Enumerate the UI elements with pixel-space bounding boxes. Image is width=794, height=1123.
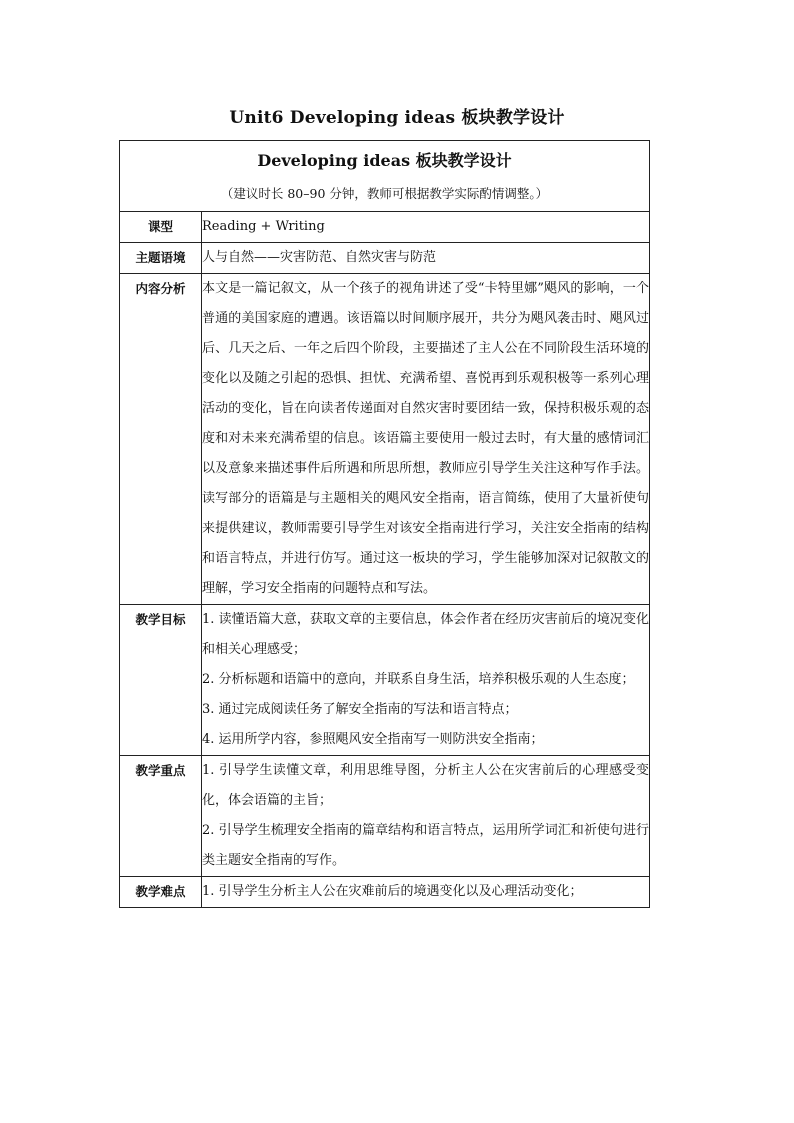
row-content-course-type xyxy=(202,212,650,243)
lesson-plan-table xyxy=(119,140,650,908)
course-type-text: Reading + Writing xyxy=(202,219,325,234)
row-label-key-points: 教学重点 xyxy=(120,756,202,877)
table-title: Developing ideas 板块教学设计 xyxy=(257,151,512,170)
theme-context-text: 人与自然——灾害防范、自然灾害与防范 xyxy=(202,250,437,265)
row-label-content-analysis: 内容分析 xyxy=(120,274,202,605)
teaching-goal-item: 2. 分析标题和语篇中的意向，并联系自身生活，培养积极乐观的人生态度； xyxy=(202,672,635,687)
document-title: Unit6 Developing ideas 板块教学设计 xyxy=(229,108,565,128)
row-content-theme-context xyxy=(202,243,650,274)
difficulty-item: 1. 引导学生分析主人公在灾难前后的境遇变化以及心理活动变化； xyxy=(202,884,583,899)
row-content-teaching-goals xyxy=(202,605,650,756)
content-analysis-text: 本文是一篇记叙文，从一个孩子的视角讲述了受“卡特里娜”飓风的影响，一个普通的美国家庭的遭遇。该语篇以时间顺序展开，共分为飓风袭击时、飓风过后、几天之后、一年之后四个阶段，主要描述了主人公在不同阶段生活环境的变化以及随之引起的恐惧、担忧、充满希望、喜悦再到乐观积极等一系列心理活动的变化，旨在向读者传递面对自然灾害时要团结一致，保持积极乐观的态度和对未来充满希望的信息。该语篇主要使用一般过去时，有大量的感情词汇以及意象来描述事件后所遇和所思所想，教师应引导学生关注这种写作手法。读写部分的语篇是与主题相关的飓风安全指南，语言简练，使用了大量祈使句来提供建议，教师需要引导学生对该安全指南进行学习，关注安全指南的结构和语言特点，并进行仿写。通过这一板块的学习，学生能够加深对记叙散文的理解，学习安全指南的问题特点和写法。 xyxy=(202,281,650,596)
row-label-difficulties: 教学难点 xyxy=(120,877,202,908)
table-row-theme-context xyxy=(120,243,650,274)
table-row-course-type xyxy=(120,212,650,243)
row-label-theme-context: 主题语境 xyxy=(120,243,202,274)
table-row-key-points xyxy=(120,756,650,877)
duration-note: （建议时长 80–90 分钟，教师可根据教学实际酌情调整。） xyxy=(220,186,549,201)
teaching-goal-item: 3. 通过完成阅读任务了解安全指南的写法和语言特点； xyxy=(202,702,518,717)
table-row-content-analysis xyxy=(120,274,650,605)
table-header-cell xyxy=(120,141,650,212)
row-content-key-points xyxy=(202,756,650,877)
table-header-row xyxy=(120,141,650,212)
key-point-item: 1. 引导学生读懂文章，利用思维导图，分析主人公在灾害前后的心理感受变化，体会语篇的主旨； xyxy=(202,763,650,808)
row-label-teaching-goals: 教学目标 xyxy=(120,605,202,756)
row-content-content-analysis xyxy=(202,274,650,605)
teaching-goal-item: 1. 读懂语篇大意，获取文章的主要信息，体会作者在经历灾害前后的境况变化和相关心理感受； xyxy=(202,612,650,657)
row-content-difficulties xyxy=(202,877,650,908)
table-row-difficulties xyxy=(120,877,650,908)
table-row-teaching-goals xyxy=(120,605,650,756)
row-label-course-type: 课型 xyxy=(120,212,202,243)
key-point-item: 2. 引导学生梳理安全指南的篇章结构和语言特点，运用所学词汇和祈使句进行类主题安全指南的写作。 xyxy=(202,823,650,868)
teaching-goal-item: 4. 运用所学内容，参照飓风安全指南写一则防洪安全指南； xyxy=(202,732,544,747)
